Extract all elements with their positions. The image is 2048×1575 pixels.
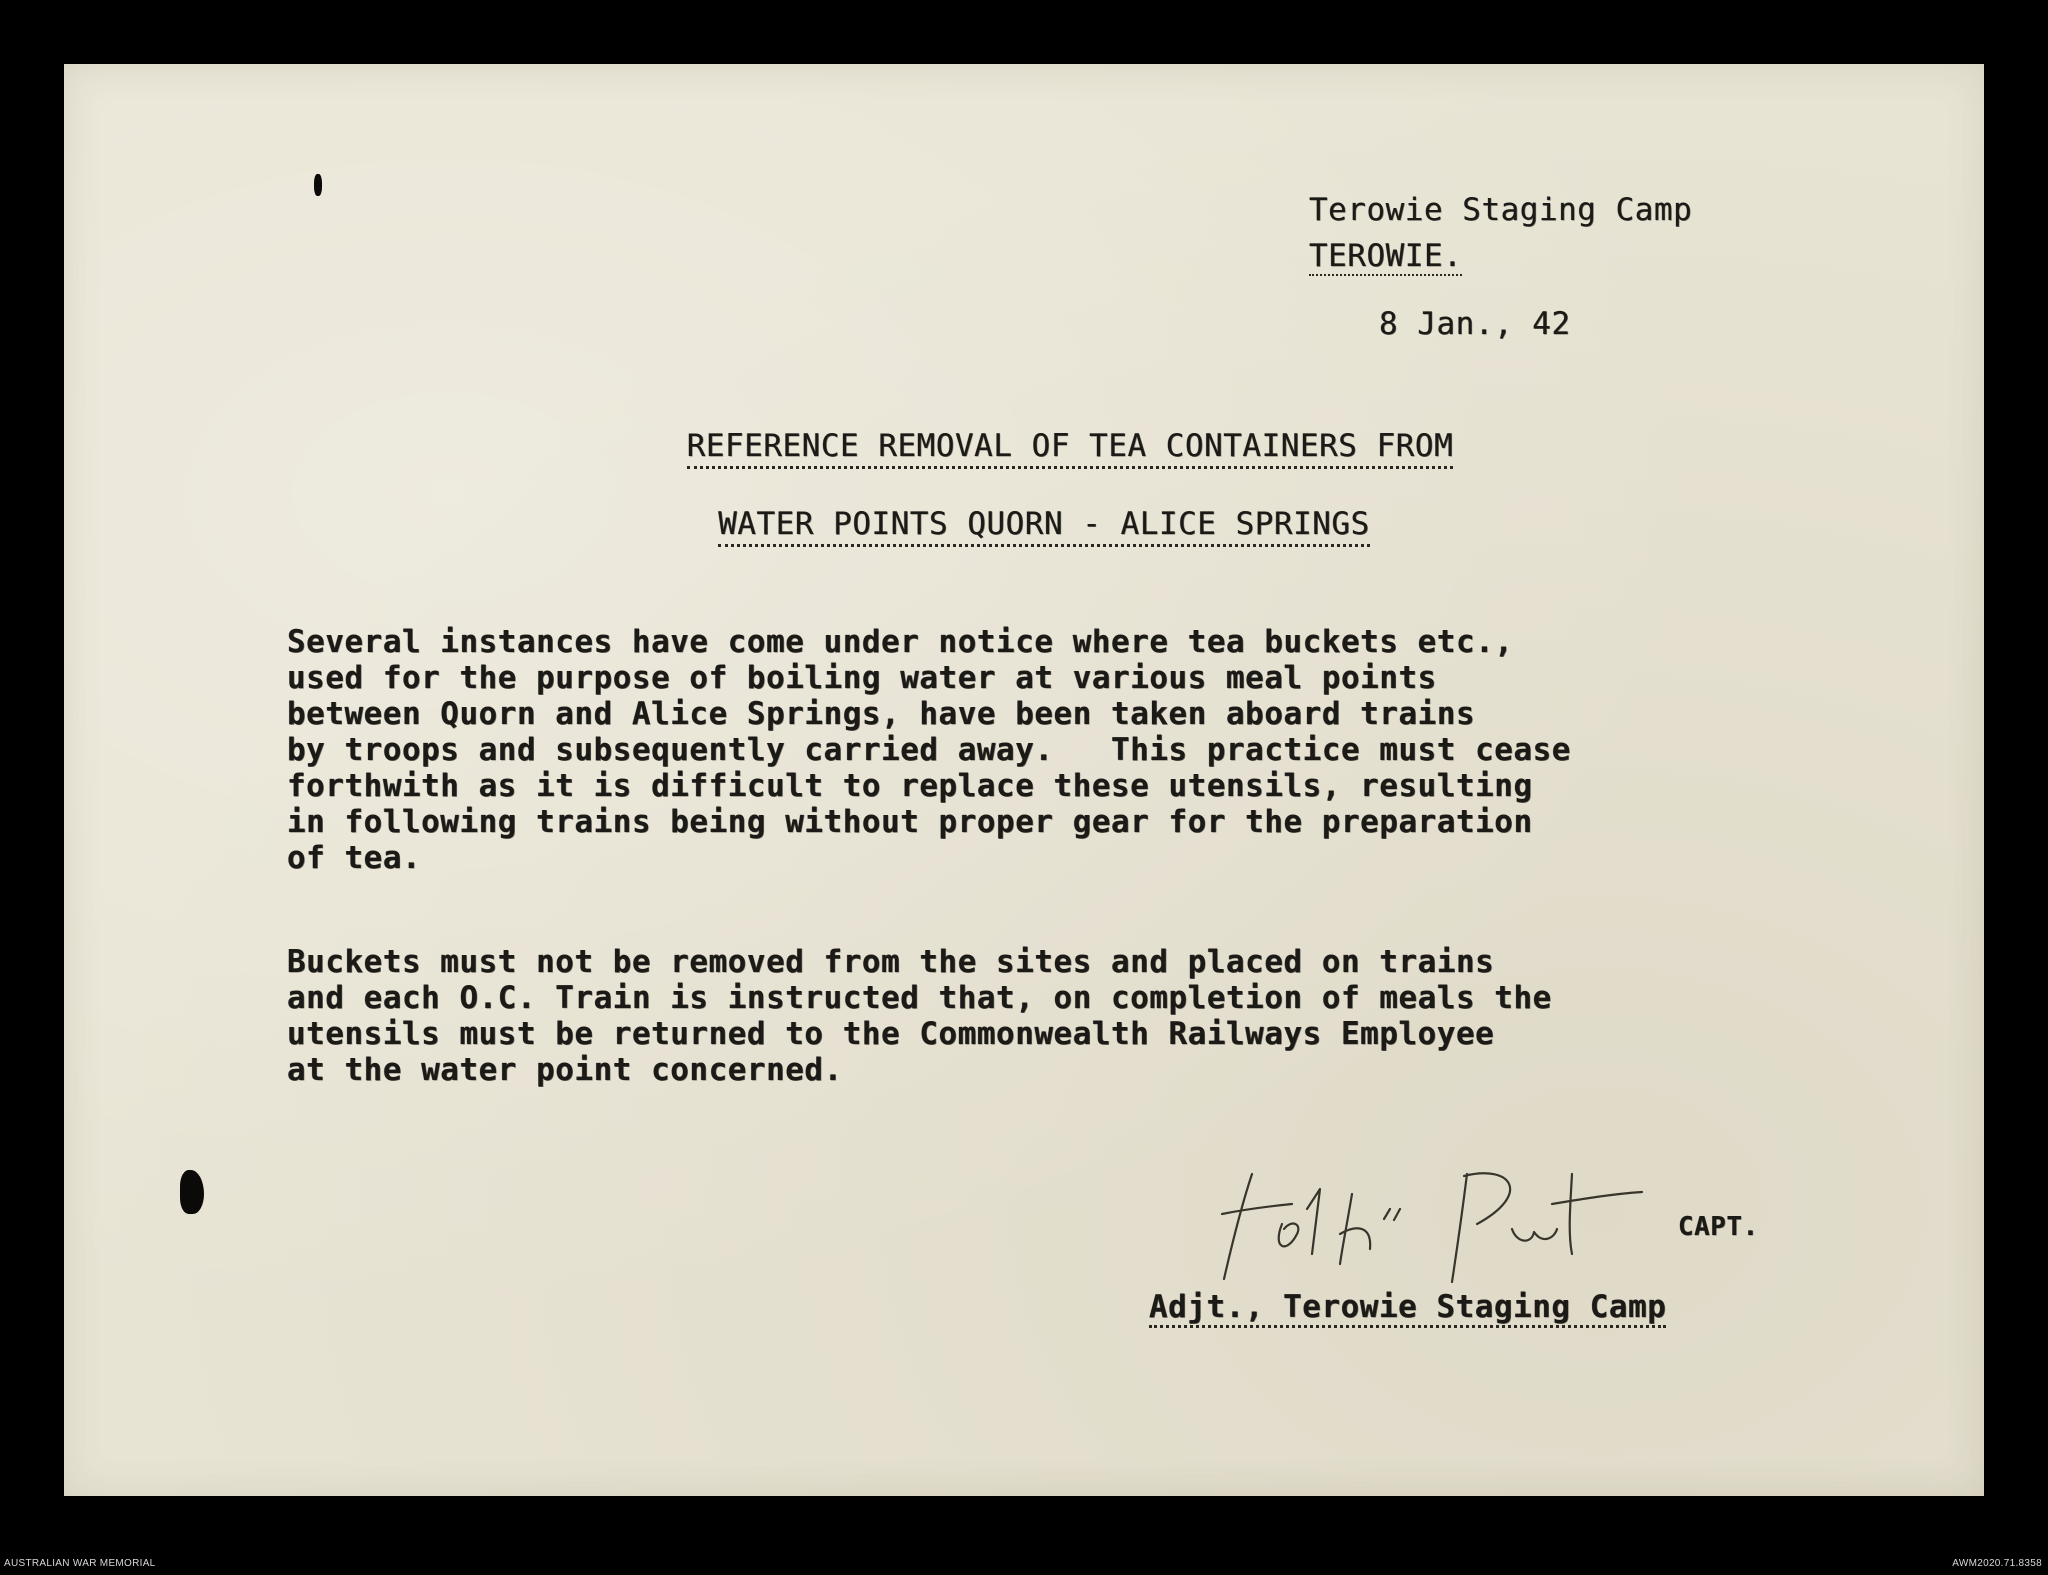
heading-line-1	[110, 428, 2030, 469]
body-paragraph-2: Buckets must not be removed from the sites and placed on trains and each O.C. Train is instructed that, on completion of meals the utensils must be returned to the Commonwealth Railways Employee at the water point concerned.	[287, 944, 1552, 1088]
camp-location	[1309, 238, 1462, 274]
heading-line-2-text: WATER POINTS QUORN - ALICE SPRINGS	[718, 506, 1370, 547]
signature-title	[1149, 1289, 1666, 1325]
punch-hole-bottom	[180, 1170, 204, 1214]
letter-date: 8 Jan., 42	[1379, 306, 1571, 342]
footer-institution: AUSTRALIAN WAR MEMORIAL	[4, 1558, 156, 1569]
heading-line-2	[84, 506, 2004, 547]
signature-title-text: Adjt., Terowie Staging Camp	[1149, 1289, 1666, 1328]
heading-line-1-text: REFERENCE REMOVAL OF TEA CONTAINERS FROM	[687, 428, 1454, 469]
signature-rank: CAPT.	[1678, 1212, 1759, 1242]
body-paragraph-1: Several instances have come under notice where tea buckets etc., used for the purpose of boiling water at various meal points between Quorn and Alice Springs, have been taken aboard trains by troops and subsequently carried away. This practice must cease forthwith as it is difficult to replace these utensils, resulting in following trains being without proper gear for the preparation of tea.	[287, 624, 1571, 876]
camp-location-text: TEROWIE.	[1309, 238, 1463, 274]
camp-name: Terowie Staging Camp	[1309, 192, 1693, 228]
footer-accession-number: AWM2020.71.8358	[1952, 1558, 2042, 1569]
handwritten-signature	[1212, 1154, 1652, 1294]
letter-paper	[64, 64, 1984, 1496]
punch-hole-top	[314, 174, 322, 196]
